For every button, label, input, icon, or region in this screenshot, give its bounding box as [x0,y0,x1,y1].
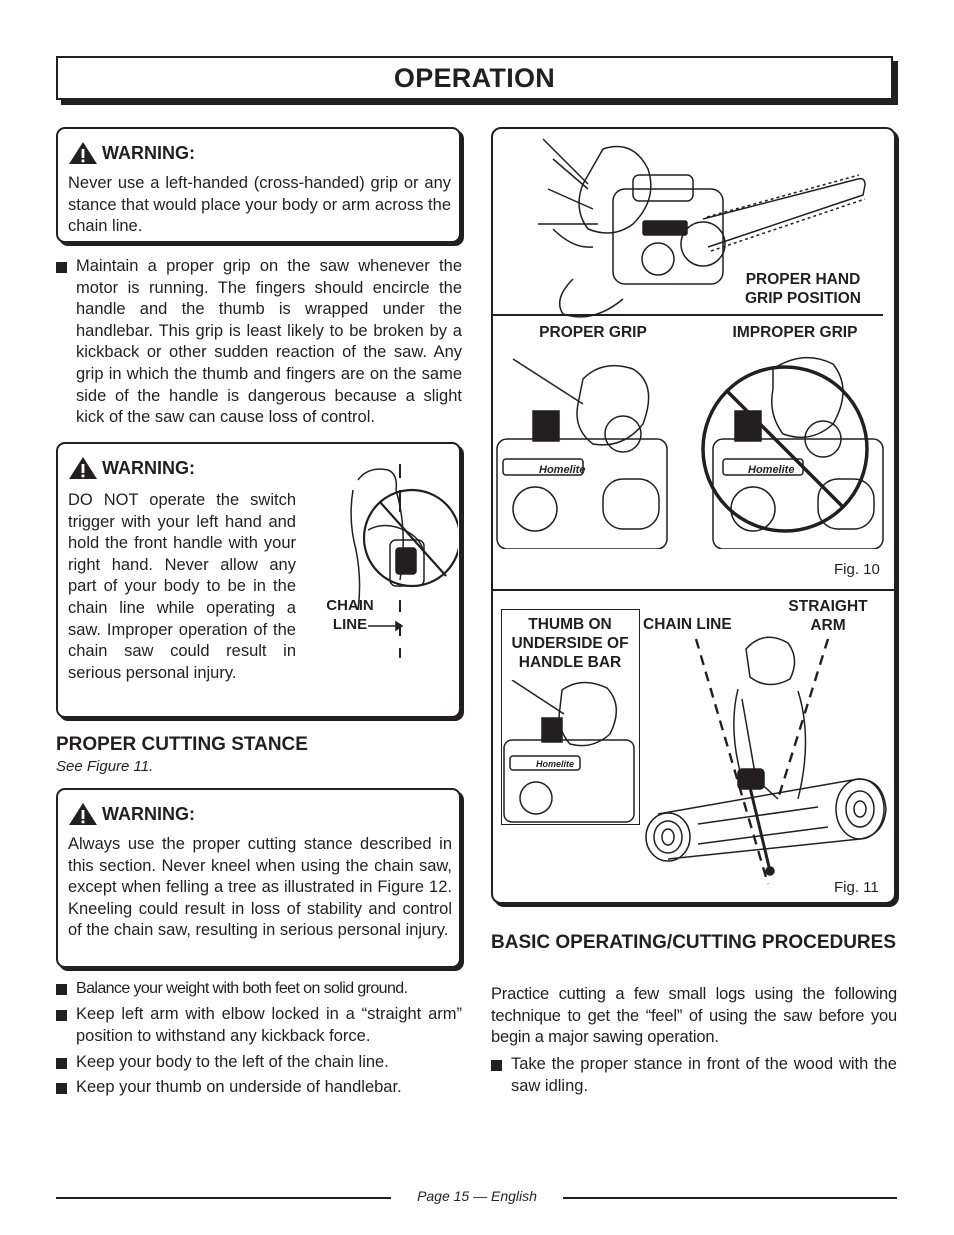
label-straight-arm: STRAIGHT ARM [788,598,868,634]
bullet-thumb [56,1077,462,1099]
warning-box-stance [56,788,461,968]
fig10-caption: Fig. 10 [834,561,880,578]
bullet-square-icon [56,984,67,995]
proper-grip-illustration [493,349,683,549]
warning-triangle-icon [68,456,98,480]
bullet-square-icon [56,1083,67,1094]
cutting-stance-illustration [638,609,894,889]
bullet-text: Keep your thumb on underside of handlebar. [76,1078,402,1096]
bullet-square-icon [56,1058,67,1069]
figure-panel [491,127,896,904]
bullet-proper-stance [491,1054,897,1098]
page-title: OPERATION [393,63,556,93]
section-heading-stance: PROPER CUTTING STANCE [56,734,308,755]
warning-text: DO NOT operate the switch trigger with your left hand and hold the front handle with your right hand. Never allow any part of your body to be in the chain line while operating a saw. Improper operation of the chain saw could result in serious personal injury. [68,491,296,682]
label-proper-grip: PROPER GRIP [539,324,647,341]
label-proper-hand-grip: PROPER HAND GRIP POSITION [745,271,861,307]
warning-triangle-icon [68,802,98,826]
footer-rule-left [56,1197,391,1199]
warning-header [68,802,195,826]
figure-reference: See Figure 11. [56,758,154,775]
thumb-grip-illustration [502,680,639,824]
bullet-balance [56,978,462,1000]
warning-title: WARNING: [102,457,195,478]
bullet-text: Balance your weight with both feet on solid ground. [76,980,408,997]
brand-text-inset: Homelite [536,759,575,769]
section-heading-basic: BASIC OPERATING/CUTTING PROCEDURES [491,932,897,953]
footer-rule-right [563,1197,897,1199]
chain-line-label: CHAIN LINE [326,597,374,633]
brand-text-proper: Homelite [539,464,586,476]
warning-title: WARNING: [102,142,195,163]
basic-paragraph: Practice cutting a few small logs using the following technique to get the “feel” of using the saw before you begin a major sawing operation. [491,985,897,1047]
improper-grip-illustration [693,349,893,549]
bullet-text: Keep left arm with elbow locked in a “straight arm” position to withstand any kickback force. [76,1005,462,1045]
brand-text-improper: Homelite [748,464,795,476]
warning-text: Never use a left-handed (cross-handed) grip or any stance that would place your body or arm across the chain line. [68,174,451,236]
bullet-proper-grip [56,256,462,431]
label-improper-grip: IMPROPER GRIP [732,324,858,341]
fig11-caption: Fig. 11 [834,879,879,896]
bullet-square-icon [56,262,67,273]
bullet-square-icon [491,1060,502,1071]
label-chain-line: CHAIN LINE [643,616,732,633]
bullet-text: Take the proper stance in front of the wood with the saw idling. [511,1055,897,1095]
warning-triangle-icon [68,141,98,165]
page-number: Page 15 — English [417,1188,537,1204]
bullet-text: Maintain a proper grip on the saw whenever the motor is running. The fingers should encircle the handle and the thumb is wrapped under the handlebar. This grip is least likely to be broken by a kickback or other sudden reaction of the saw. Any grip in which the thumb and fingers are on the same side of the handle is dangerous because a slight kick of the saw can cause loss of control. [76,257,462,427]
bullet-text: Keep your body to the left of the chain line. [76,1053,389,1071]
warning-title: WARNING: [102,803,195,824]
warning-header [68,456,195,480]
warning-header [68,141,195,165]
figure-divider [493,589,894,591]
bullet-square-icon [56,1010,67,1021]
label-thumb-underside: THUMB ON UNDERSIDE OF HANDLE BAR [511,616,629,671]
bullet-body-left [56,1052,462,1074]
bullet-straight-arm [56,1004,462,1048]
warning-box-switch-trigger [56,442,461,718]
warning-box-grip [56,127,461,243]
title-banner [56,56,893,100]
warning-text: Always use the proper cutting stance described in this section. Never kneel when using the chain saw, except when felling a tree as illustrated in Figure 12. Kneeling could result in loss of stability and control of the chain saw, resulting in serious personal injury. [68,835,452,940]
